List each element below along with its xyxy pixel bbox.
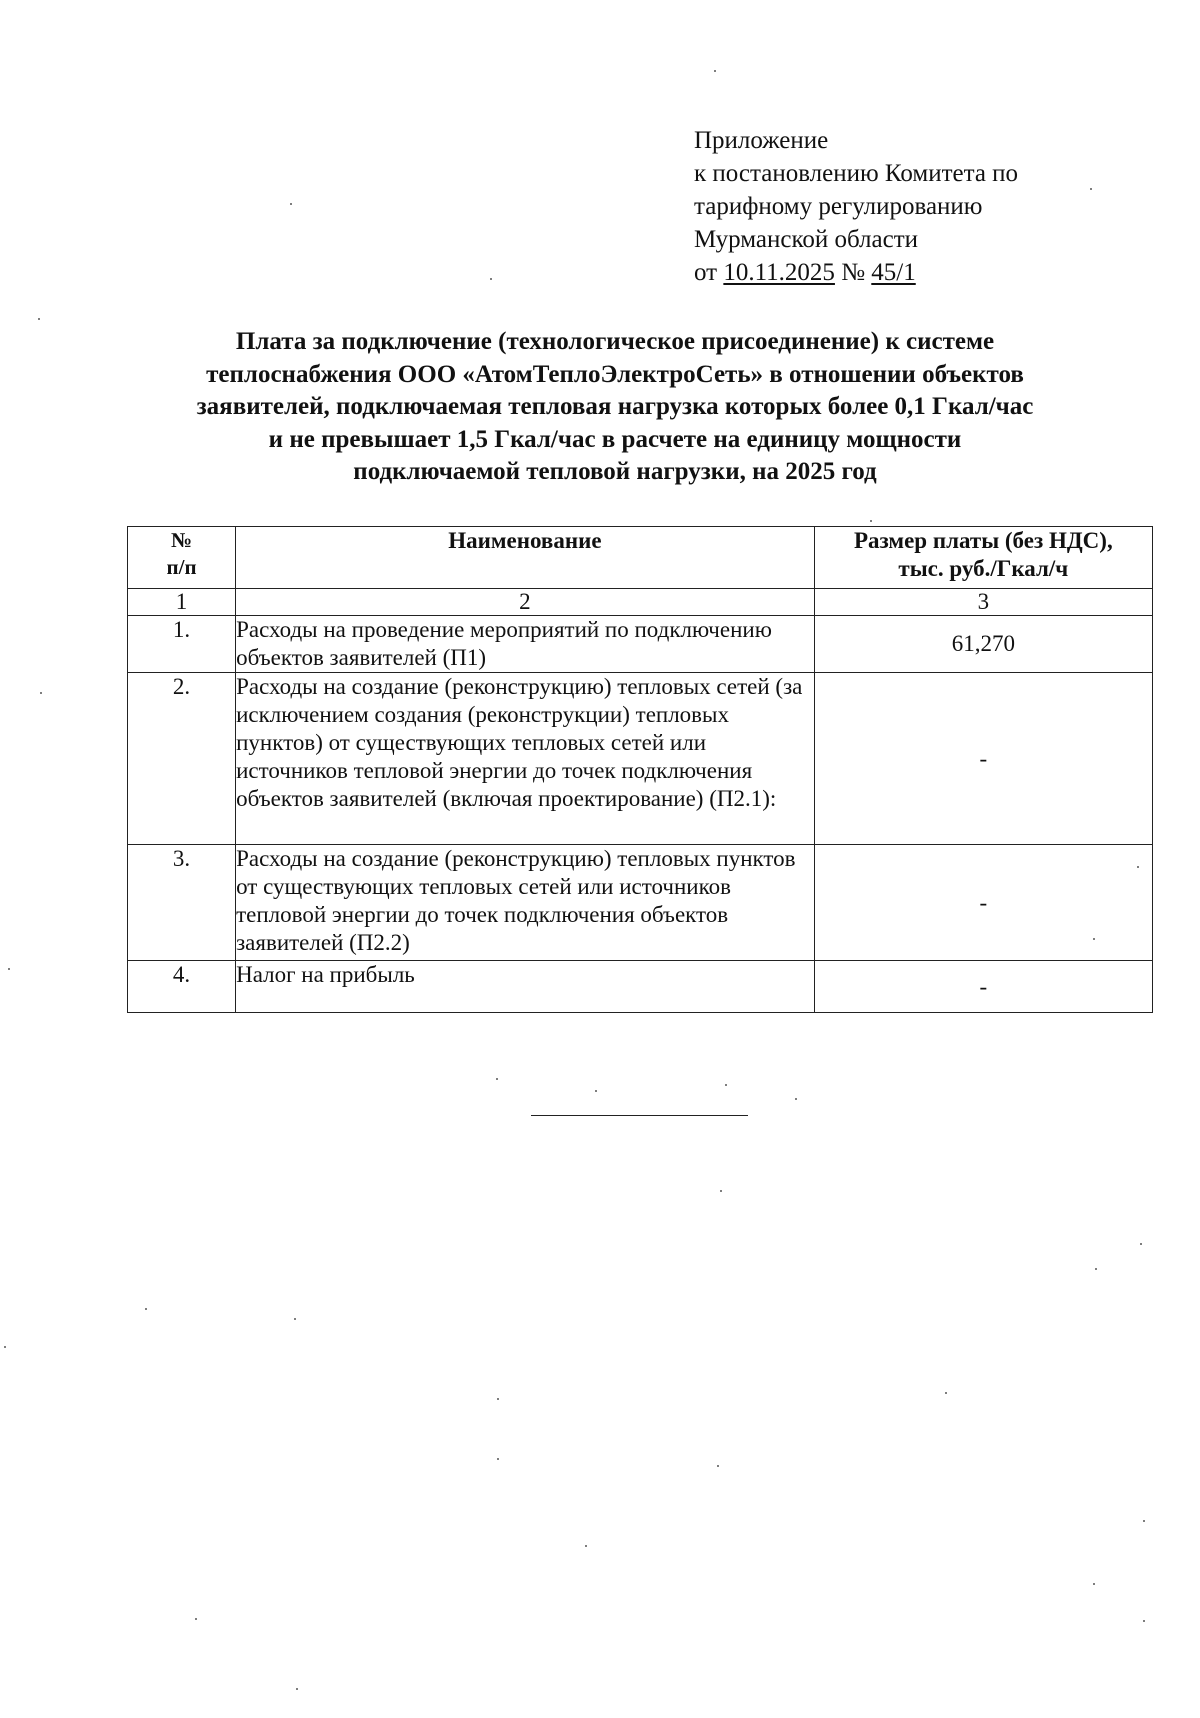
title-line-1: Плата за подключение (технологическое присоединение) к системе [235, 328, 995, 355]
column-index-2: 2 [236, 589, 815, 616]
number-prefix: № [834, 259, 872, 286]
header-number-line2: п/п [166, 555, 197, 579]
appendix-line-resolution: к постановлению Комитета по [694, 160, 1019, 187]
header-value-line1: Размер платы (без НДС), [853, 528, 1113, 553]
appendix-line-committee: тарифному регулированию [694, 193, 983, 220]
tariff-table [127, 526, 1153, 1013]
scan-speck [195, 1618, 197, 1620]
table-row [128, 961, 1153, 1013]
table-row [128, 673, 1153, 845]
row-number: 3. [128, 845, 236, 961]
scan-speck [795, 1098, 797, 1100]
row-name: Расходы на проведение мероприятий по подключению объектов заявителей (П1) [236, 616, 815, 673]
title-line-4: и не превышает 1,5 Гкал/час в расчете на единицу мощности [268, 425, 962, 453]
appendix-block [694, 124, 1018, 289]
row-value: - [814, 673, 1152, 845]
scan-speck [714, 70, 716, 72]
table-row [128, 845, 1153, 961]
header-number [128, 527, 236, 589]
scan-speck [38, 318, 40, 320]
scan-speck [720, 1190, 722, 1192]
date-prefix: от [694, 259, 724, 286]
header-value [814, 527, 1152, 589]
scan-speck [294, 1318, 296, 1320]
scan-speck [945, 1392, 947, 1394]
scan-speck [1140, 1243, 1142, 1245]
scan-speck [717, 1465, 719, 1467]
appendix-date-line [694, 256, 1018, 289]
title-line-3: заявителей, подключаемая тепловая нагрузка которых более 0,1 Гкал/час [196, 393, 1034, 420]
scan-speck [497, 1398, 499, 1400]
scan-speck [1137, 866, 1139, 868]
title-line-5: подключаемой тепловой нагрузки, на 2025 год [353, 458, 877, 485]
scan-speck [496, 1078, 498, 1080]
scan-speck [1143, 1520, 1145, 1522]
row-value: 61,270 [814, 616, 1152, 673]
table-row [128, 616, 1153, 673]
scan-speck [490, 278, 492, 280]
scan-speck [497, 1458, 499, 1460]
header-value-line2: тыс. руб./Гкал/ч [898, 556, 1069, 581]
row-name: Налог на прибыль [236, 961, 815, 1013]
scan-speck [1090, 188, 1092, 190]
header-name: Наименование [236, 527, 815, 589]
row-number: 4. [128, 961, 236, 1013]
appendix-line-region: Мурманской области [694, 226, 919, 253]
document-title [120, 326, 1110, 489]
closing-separator-line [531, 1115, 748, 1116]
table-header-row [128, 527, 1153, 589]
row-name: Расходы на создание (реконструкцию) тепловых пунктов от существующих тепловых сетей или источников тепловой энергии до точек подключения объектов заявителей (П2.2) [236, 845, 815, 961]
row-number: 2. [128, 673, 236, 845]
row-value: - [814, 961, 1152, 1013]
resolution-number: 45/1 [871, 259, 916, 286]
row-name: Расходы на создание (реконструкцию) тепловых сетей (за исключением создания (реконструкции) тепловых пунктов) от существующих тепловых сетей или источников тепловой энергии до точек подключения объектов заявителей (включая проектирование) (П2.1): [236, 673, 815, 845]
scan-speck [1093, 938, 1095, 940]
resolution-date: 10.11.2025 [723, 259, 835, 286]
scan-speck [725, 1084, 727, 1086]
appendix-heading: Приложение [694, 127, 829, 154]
column-index-1: 1 [128, 589, 236, 616]
scan-speck [870, 520, 872, 522]
scan-speck [585, 1545, 587, 1547]
scan-speck [1143, 1620, 1145, 1622]
row-value: - [814, 845, 1152, 961]
scan-speck [145, 1308, 147, 1310]
scan-speck [40, 692, 42, 694]
scan-speck [1093, 1583, 1095, 1585]
scan-speck [4, 1346, 6, 1348]
column-index-3: 3 [814, 589, 1152, 616]
column-index-row [128, 589, 1153, 616]
row-number: 1. [128, 616, 236, 673]
header-number-line1: № [170, 528, 193, 552]
scan-speck [296, 1688, 298, 1690]
scan-speck [595, 1090, 597, 1092]
scan-speck [1095, 1268, 1097, 1270]
scan-speck [8, 968, 10, 970]
scan-speck [290, 203, 292, 205]
title-line-2: теплоснабжения ООО «АтомТеплоЭлектроСеть» в отношении объектов [206, 360, 1024, 388]
